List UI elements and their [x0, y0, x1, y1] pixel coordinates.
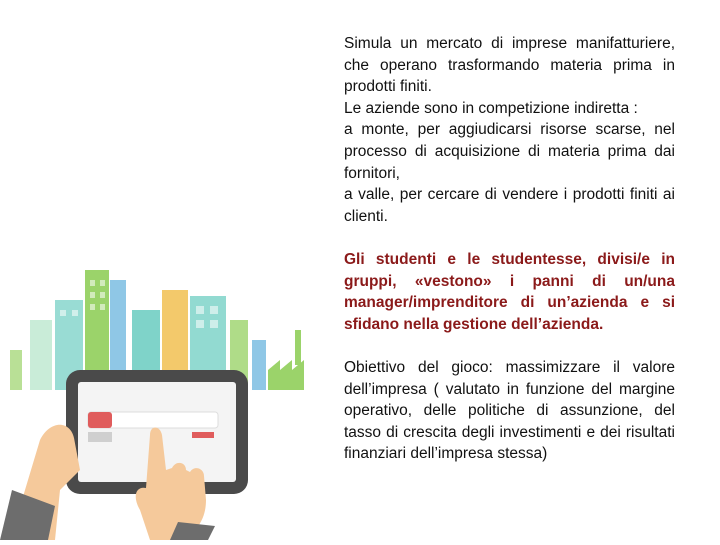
description-panel — [344, 33, 675, 465]
intro-line-2: Le aziende sono in competizione indiretta : — [344, 99, 638, 117]
city-tablet-hands-illustration — [0, 260, 310, 540]
highlight-paragraph: Gli studenti e le studentesse, divisi/e in gruppi, «vestono» i panni di un/una manager/imprenditore di un’azienda e si sfidano nella gestione dell’azienda. — [344, 250, 675, 333]
intro-line-1: Simula un mercato di imprese manifatturiere, che operano trasformando materia prima in prodotti finiti. — [344, 35, 675, 96]
spacer — [344, 335, 675, 357]
objective-paragraph: Obiettivo del gioco: massimizzare il valore dell’impresa ( valutato in funzione del margine operativo, delle politiche di assunzione, del tasso di crescita degli investimenti e dei risultati finanziari dell’impresa stessa) — [344, 358, 675, 463]
intro-line-4: a valle, per cercare di vendere i prodotti finiti ai clienti. — [344, 186, 675, 225]
spacer — [344, 227, 675, 249]
intro-line-3: a monte, per aggiudicarsi risorse scarse, nel processo di acquisizione di materia prima dai fornitori, — [344, 121, 675, 182]
